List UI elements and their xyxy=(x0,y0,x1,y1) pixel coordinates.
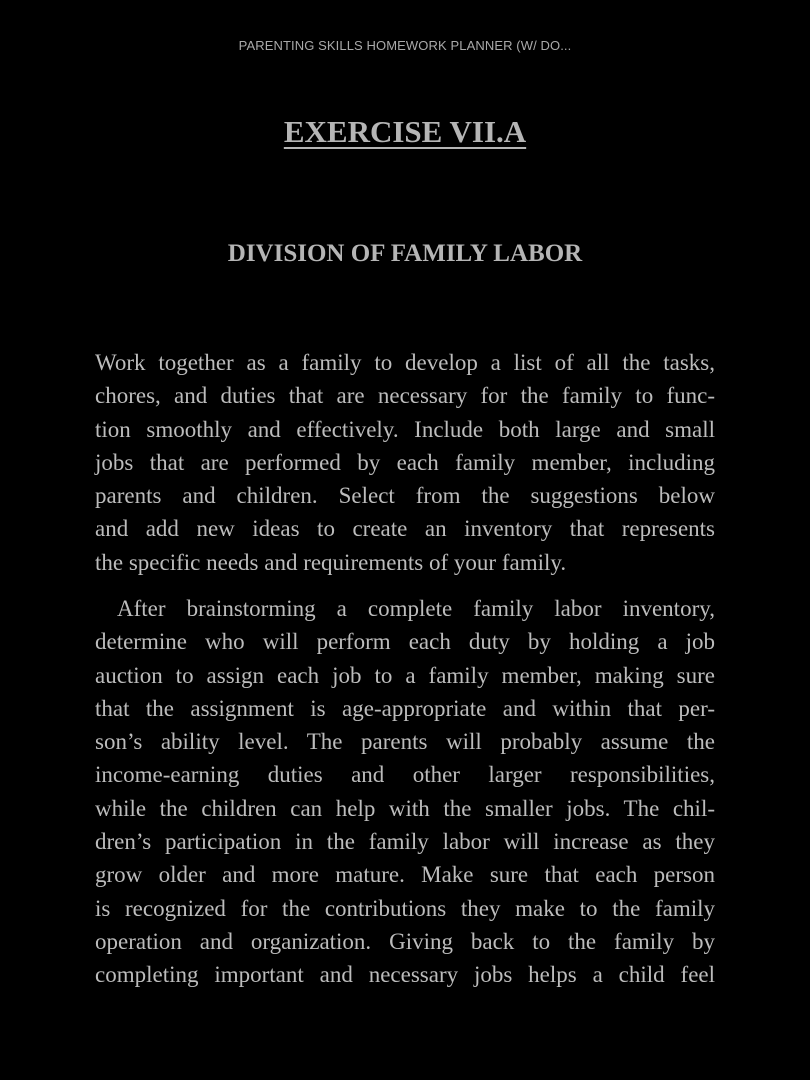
text-line: auction to assign each job to a family member, making sure xyxy=(95,662,715,688)
running-header: PARENTING SKILLS HOMEWORK PLANNER (W/ DO... xyxy=(238,38,572,53)
text-line: dren’s participation in the family labor will increase as they xyxy=(95,829,715,855)
text-line: parents and children. Select from the suggestions below xyxy=(95,483,715,509)
text-line: income-earning duties and other larger responsibilities, xyxy=(95,762,715,788)
text-line: operation and organization. Giving back to the family by xyxy=(95,928,715,954)
text-line: determine who will perform each duty by holding a job xyxy=(95,629,715,655)
text-line: son’s ability level. The parents will probably assume the xyxy=(95,729,715,755)
text-line: that the assignment is age-appropriate and within that per- xyxy=(95,695,715,721)
text-line: is recognized for the contributions they make to the family xyxy=(95,895,715,921)
text-line: tion smoothly and effectively. Include both large and small xyxy=(95,416,715,442)
text-line: while the children can help with the smaller jobs. The chil- xyxy=(95,795,715,821)
text-line: grow older and more mature. Make sure that each person xyxy=(95,862,715,888)
text-line: the specific needs and requirements of your family. xyxy=(95,549,567,575)
paragraph-2 xyxy=(95,592,715,992)
exercise-title xyxy=(0,114,810,150)
text-line: Work together as a family to develop a list of all the tasks, xyxy=(95,350,715,375)
text-line: jobs that are performed by each family member, including xyxy=(95,449,715,475)
text-line: chores, and duties that are necessary for the family to func- xyxy=(95,383,715,409)
section-title: DIVISION OF FAMILY LABOR xyxy=(227,240,583,267)
text-line: and add new ideas to create an inventory that represents xyxy=(95,516,715,542)
paragraph-1 xyxy=(95,346,715,579)
text-line: completing important and necessary jobs helps a child feel xyxy=(95,962,715,988)
text-line: After brainstorming a complete family labor inventory, xyxy=(117,596,715,621)
exercise-title-text: EXERCISE VII.A xyxy=(283,114,527,149)
